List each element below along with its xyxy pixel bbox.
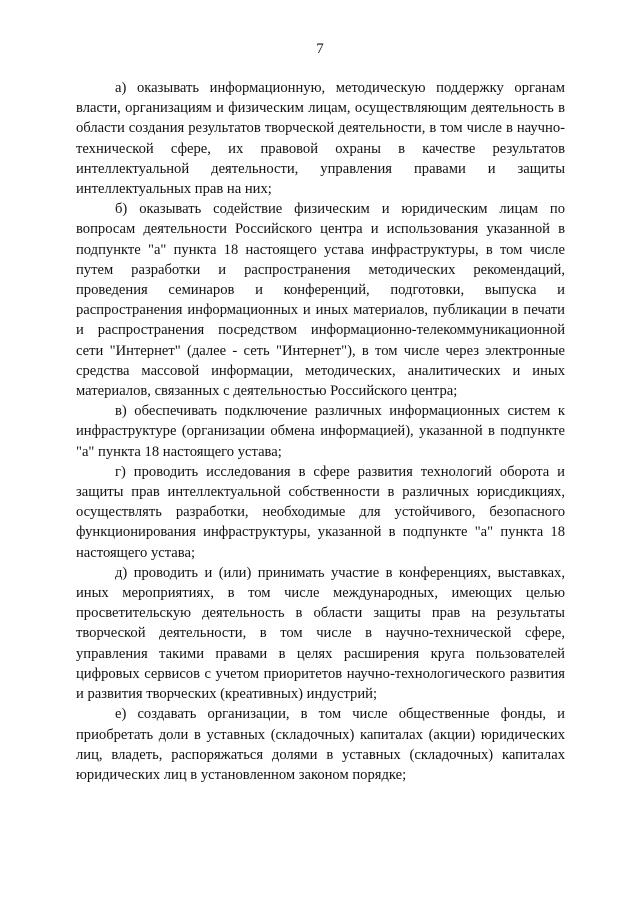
page-number: 7 [316, 41, 324, 57]
paragraph-g: г) проводить исследования в сфере развития технологий оборота и защиты прав интеллектуальной собственности в различных юрисдикциях, осуществлять разработки, необходимые для устойчивого, безопасного функционирования инфраструктуры, указанной в подпункте "а" пункта 18 настоящего устава; [76, 463, 565, 561]
paragraph-e: е) создавать организации, в том числе общественные фонды, и приобретать доли в уставных (складочных) капиталах (акции) юридических лиц, владеть, распоряжаться долями в уставных (складочных) капиталах юридических лиц в установленном законом порядке; [76, 706, 565, 783]
paragraph-a: а) оказывать информационную, методическую поддержку органам власти, организациям и физическим лицам, осуществляющим деятельность в области создания результатов творческой деятельности, в том числе в научно-технической сфере, их правовой охраны в качестве результатов интеллектуальной деятельности, управления правами и защиты интеллектуальных прав на них; [76, 80, 565, 198]
paragraph-b: б) оказывать содействие физическим и юридическим лицам по вопросам деятельности Российского центра и использования указанной в подпункте "а" пункта 18 настоящего устава инфраструктуры, в том числе путем разработки и распространения методических рекомендаций, проведения семинаров и конференций, подготовки, выпуска и распространения информационных и иных материалов, публикации в печати и распространения посредством информационно-телекоммуникационной сети "Интернет" (далее - сеть "Интернет"), в том числе через электронные средства массовой информации, методических, аналитических и иных материалов, связанных с деятельностью Российского центра; [76, 201, 565, 400]
paragraph-v: в) обеспечивать подключение различных информационных систем к инфраструктуре (организации обмена информацией), указанной в подпункте "а" пункта 18 настоящего устава; [76, 403, 565, 460]
paragraph-d: д) проводить и (или) принимать участие в конференциях, выставках, иных мероприятиях, в том числе международных, имеющих целью просветительскую деятельность в области защиты прав на результаты творческой деятельности, в том числе в научно-технической сфере, управления такими правами в целях расширения круга пользователей цифровых сервисов с учетом приоритетов научно-технологического развития и развития творческих (креативных) индустрий; [76, 564, 565, 703]
document-body [76, 78, 565, 785]
